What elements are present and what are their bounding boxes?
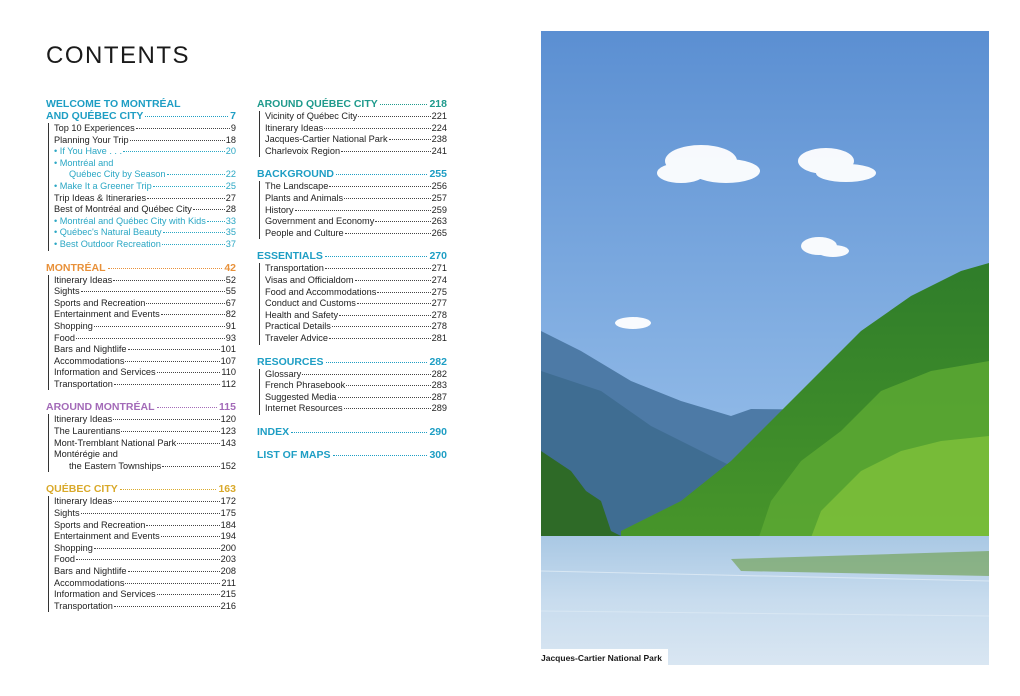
toc-entry[interactable]: Accommodations 107 <box>54 355 236 366</box>
toc-entry[interactable]: Trip Ideas & Itineraries 27 <box>54 192 236 203</box>
dot-leader <box>145 116 228 117</box>
section-essentials-entries <box>259 263 447 344</box>
landscape-photo <box>541 31 989 665</box>
toc-entry[interactable]: Food and Accommodations 275 <box>265 286 447 297</box>
toc-entry[interactable]: Vicinity of Québec City 221 <box>265 111 447 121</box>
page-title: CONTENTS <box>46 42 190 69</box>
photo-caption: Jacques-Cartier National Park <box>541 649 668 666</box>
toc-entry[interactable]: Jacques-Cartier National Park 238 <box>265 134 447 145</box>
toc-entry[interactable]: Québec City by Season 22 <box>69 169 236 180</box>
section-resources <box>257 356 447 415</box>
toc-entry[interactable]: Transportation 216 <box>54 600 236 611</box>
toc-entry[interactable]: Health and Safety 278 <box>265 309 447 320</box>
toc-entry[interactable]: the Eastern Townships 152 <box>69 460 236 471</box>
toc-entry[interactable]: • Montréal and Québec City with Kids 33 <box>54 215 236 226</box>
toc-entry[interactable]: Sights 175 <box>54 508 236 519</box>
section-around-montreal <box>46 401 236 472</box>
section-quebec-city-entries <box>48 496 236 612</box>
toc-entry[interactable]: Plants and Animals 257 <box>265 192 447 203</box>
toc-entry[interactable]: Sights 55 <box>54 286 236 297</box>
section-around-montreal-heading[interactable]: AROUND MONTRÉAL 115 <box>46 401 236 414</box>
toc-entry[interactable]: Bars and Nightlife 101 <box>54 344 236 355</box>
toc-entry[interactable]: Entertainment and Events 82 <box>54 309 236 320</box>
section-background <box>257 168 447 239</box>
toc-entry[interactable]: Planning Your Trip 18 <box>54 134 236 145</box>
toc-entry[interactable]: Itinerary Ideas 224 <box>265 122 447 133</box>
section-essentials-heading[interactable]: ESSENTIALS 270 <box>257 250 447 263</box>
toc-entry[interactable]: Conduct and Customs 277 <box>265 298 447 309</box>
toc-entry[interactable]: Itinerary Ideas 172 <box>54 496 236 507</box>
toc-entry[interactable]: Charlevoix Region 241 <box>265 145 447 156</box>
section-welcome-entries <box>48 123 236 251</box>
section-maps-heading[interactable]: LIST OF MAPS 300 <box>257 448 447 461</box>
section-around-quebec <box>257 98 447 157</box>
toc-entry[interactable]: Visas and Officialdom 274 <box>265 274 447 285</box>
toc-entry[interactable]: Shopping 91 <box>54 320 236 331</box>
section-index-heading[interactable]: INDEX 290 <box>257 425 447 438</box>
section-welcome-heading[interactable] <box>46 98 236 122</box>
section-quebec-city <box>46 483 236 612</box>
section-montreal-heading[interactable]: MONTRÉAL 42 <box>46 261 236 274</box>
toc-entry[interactable]: Best of Montréal and Québec City 28 <box>54 204 236 215</box>
section-welcome <box>46 98 236 251</box>
toc-entry[interactable]: Information and Services 110 <box>54 367 236 378</box>
toc-entry[interactable]: • Best Outdoor Recreation 37 <box>54 238 236 249</box>
section-essentials <box>257 250 447 344</box>
toc-entry-line[interactable]: • Montréal and <box>54 157 114 168</box>
section-background-heading[interactable]: BACKGROUND 255 <box>257 168 447 181</box>
toc-entry[interactable]: People and Culture 265 <box>265 227 447 238</box>
toc-entry[interactable]: Government and Economy 263 <box>265 216 447 227</box>
toc-entry[interactable]: Transportation 271 <box>265 263 447 274</box>
toc-entry[interactable]: Top 10 Experiences 9 <box>54 123 236 133</box>
toc-entry[interactable]: Glossary 282 <box>265 368 447 379</box>
section-around-quebec-heading[interactable]: AROUND QUÉBEC CITY 218 <box>257 98 447 110</box>
toc-entry[interactable]: The Laurentians 123 <box>54 426 236 437</box>
toc-entry[interactable]: Food 93 <box>54 332 236 343</box>
toc-entry[interactable]: Practical Details 278 <box>265 321 447 332</box>
section-background-entries <box>259 181 447 239</box>
toc-entry[interactable]: • Make It a Greener Trip 25 <box>54 180 236 191</box>
section-welcome-page: 7 <box>230 110 236 122</box>
toc-entry[interactable]: Traveler Advice 281 <box>265 332 447 343</box>
toc-entry-line[interactable]: Montérégie and <box>54 449 118 460</box>
section-around-quebec-entries <box>259 111 447 157</box>
toc-column-left <box>46 98 236 623</box>
section-resources-heading[interactable]: RESOURCES 282 <box>257 355 447 368</box>
section-welcome-title-line2: AND QUÉBEC CITY <box>46 110 144 122</box>
section-resources-entries <box>259 369 447 415</box>
toc-entry[interactable]: Sports and Recreation 67 <box>54 297 236 308</box>
toc-entry[interactable]: Entertainment and Events 194 <box>54 531 236 542</box>
toc-entry[interactable]: French Phrasebook 283 <box>265 380 447 391</box>
toc-entry[interactable]: Food 203 <box>54 554 236 565</box>
toc-entry[interactable]: Itinerary Ideas 120 <box>54 414 236 425</box>
section-montreal-entries <box>48 275 236 391</box>
toc-entry[interactable]: The Landscape 256 <box>265 181 447 192</box>
toc-entry[interactable]: Accommodations 211 <box>54 577 236 588</box>
toc-entry[interactable]: Information and Services 215 <box>54 589 236 600</box>
toc-entry[interactable]: Transportation 112 <box>54 378 236 389</box>
toc-entry[interactable]: Bars and Nightlife 208 <box>54 566 236 576</box>
toc-entry[interactable]: Suggested Media 287 <box>265 391 447 402</box>
toc-entry[interactable]: Mont-Tremblant National Park 143 <box>54 437 236 448</box>
toc-entry[interactable]: Itinerary Ideas 52 <box>54 274 236 285</box>
toc-column-right <box>257 98 447 472</box>
section-around-montreal-entries <box>48 414 236 472</box>
toc-entry[interactable]: • Québec's Natural Beauty 35 <box>54 227 236 238</box>
toc-entry[interactable]: History 259 <box>265 204 447 215</box>
section-montreal <box>46 262 236 391</box>
toc-entry[interactable]: • If You Have . . . 20 <box>54 146 236 157</box>
toc-entry[interactable]: Shopping 200 <box>54 542 236 553</box>
toc-entry[interactable]: Sports and Recreation 184 <box>54 519 236 530</box>
toc-entry[interactable]: Internet Resources 289 <box>265 403 447 414</box>
section-quebec-city-heading[interactable]: QUÉBEC CITY 163 <box>46 483 236 496</box>
section-welcome-title-line1: WELCOME TO MONTRÉAL <box>46 98 181 110</box>
